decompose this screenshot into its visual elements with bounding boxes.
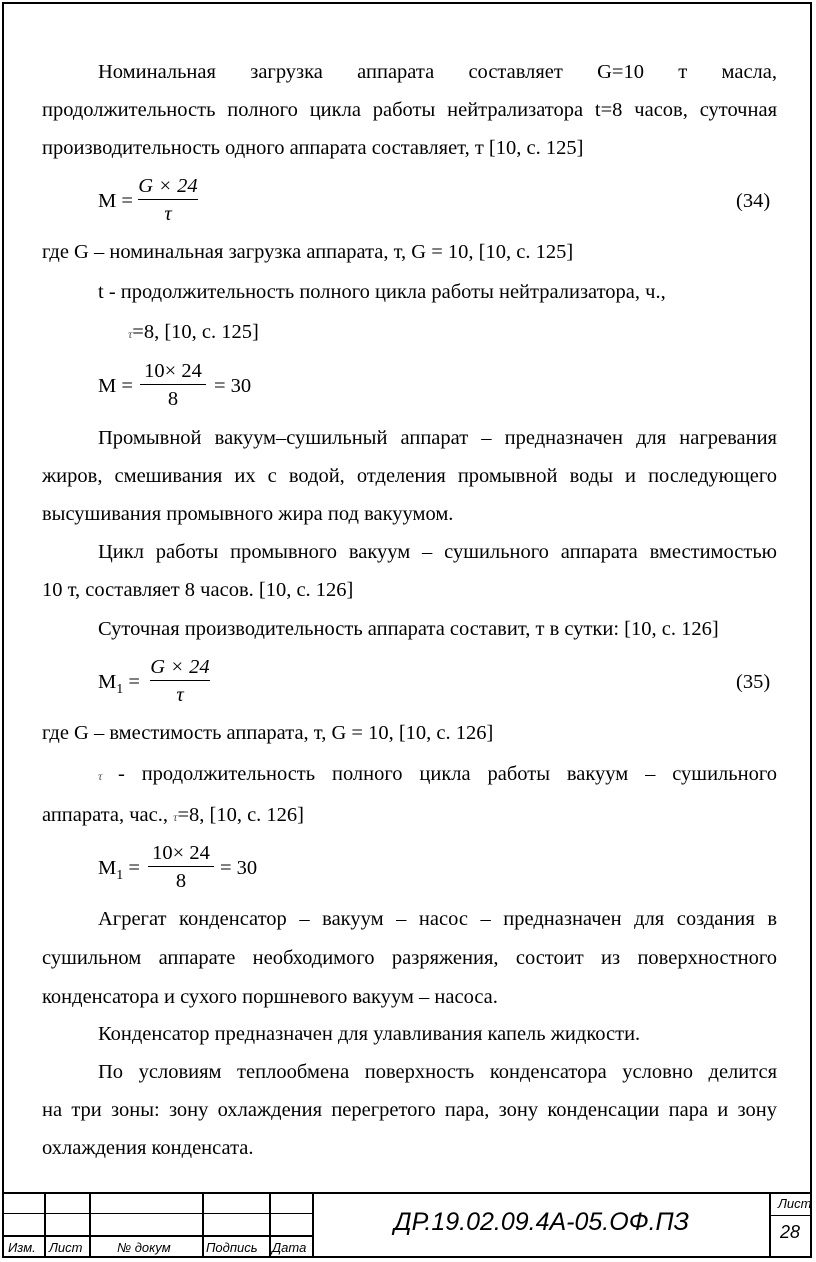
where1-tau-line [128, 320, 259, 346]
document-code: ДР.19.02.09.4А-05.ОФ.ПЗ [394, 1208, 689, 1236]
calc2-fraction [148, 841, 214, 893]
where1-tau-value: =8, [10, с. 125] [132, 321, 259, 343]
calc1-numerator: 10× 24 [144, 360, 202, 382]
where2-g: где G – вместимость аппарата, т, G = 10, [10, с. 126] [42, 722, 494, 744]
calc2-denominator: 8 [175, 870, 187, 892]
formula34-denominator: τ [164, 203, 172, 225]
calc1-denominator: 8 [167, 388, 179, 410]
p3-line1: Цикл работы промывного вакуум – сушильного аппарата вместимостью [98, 541, 777, 563]
stamp-sign: Подпись [206, 1240, 258, 1255]
tau-symbol: τ [98, 769, 103, 783]
tau-symbol: τ [173, 810, 178, 824]
calc1-lhs: M = [98, 375, 133, 397]
formula34-numerator: G × 24 [138, 175, 198, 197]
formula34-fraction [138, 174, 198, 226]
formula35-numerator: G × 24 [150, 656, 210, 678]
where2-line2: аппарата, час., τ=8, [10, с. 126] [42, 804, 305, 826]
p7-line1: По условиям теплообмена поверхность конденсатора условно делится [98, 1061, 777, 1083]
p4-line: Суточная производительность аппарата составит, т в сутки: [10, с. 126] [98, 618, 719, 640]
stamp-list: Лист [49, 1240, 83, 1255]
formula35-tag: (35) [736, 671, 771, 693]
title-block [4, 1192, 812, 1258]
stamp-date: Дата [272, 1240, 307, 1255]
calc2-lhs: $M_1$ = [98, 857, 140, 884]
calc1-fraction [140, 359, 206, 411]
p3-line2: 10 т, составляет 8 часов. [10, с. 126] [42, 579, 354, 601]
where2-line1: - продолжительность полного цикла работы вакуум – сушильного [118, 763, 777, 785]
p1-line2: продолжительность полного цикла работы нейтрализатора t=8 часов, суточная [42, 99, 777, 121]
p2-line1: Промывной вакуум–сушильный аппарат – предназначен для нагревания [98, 427, 777, 449]
p1-line3: производительность одного аппарата составляет, т [10, с. 125] [42, 137, 584, 159]
where1-g: где G – номинальная загрузка аппарата, т, G = 10, [10, с. 125] [42, 241, 574, 263]
stamp-izm: Изм. [8, 1240, 36, 1255]
p7-line3: охлаждения конденсата. [42, 1137, 254, 1159]
p7-line2: на три зоны: зону охлаждения перегретого пара, зону конденсации пара и зону [42, 1099, 777, 1121]
calc1-result: = 30 [214, 375, 252, 397]
p5-line3: конденсатора и сухого поршневого вакуум – насоса. [42, 986, 498, 1008]
formula35-fraction [150, 655, 210, 707]
p2-line2: жиров, смешивания их с водой, отделения промывной воды и последующего [42, 465, 777, 487]
where1-t: t - продолжительность полного цикла работы нейтрализатора, ч., [98, 281, 666, 303]
where2-tau [98, 762, 102, 788]
p5-line2: сушильном аппарате необходимого разряжения, состоит из поверхностного [42, 947, 777, 969]
tau-symbol: τ [128, 327, 133, 341]
stamp-sheet-label: Лист [778, 1196, 812, 1211]
formula34-tag: (34) [736, 190, 771, 212]
page-number: 28 [780, 1222, 801, 1242]
formula34-lhs: M = [98, 190, 133, 212]
p5-line1: Агрегат конденсатор – вакуум – насос – предназначен для создания в [98, 908, 777, 930]
p2-line3: высушивания промывного жира под вакуумом. [42, 503, 454, 525]
p1-line1: Номинальная загрузка аппарата составляет G=10 т масла, [98, 61, 777, 83]
stamp-doc: № докум [117, 1240, 171, 1255]
calc2-result: = 30 [220, 857, 258, 879]
p6-line: Конденсатор предназначен для улавливания капель жидкости. [98, 1023, 641, 1045]
formula35-denominator: τ [176, 684, 184, 706]
formula35-lhs: $M_1$ = [98, 671, 140, 698]
calc2-numerator: 10× 24 [152, 842, 210, 864]
